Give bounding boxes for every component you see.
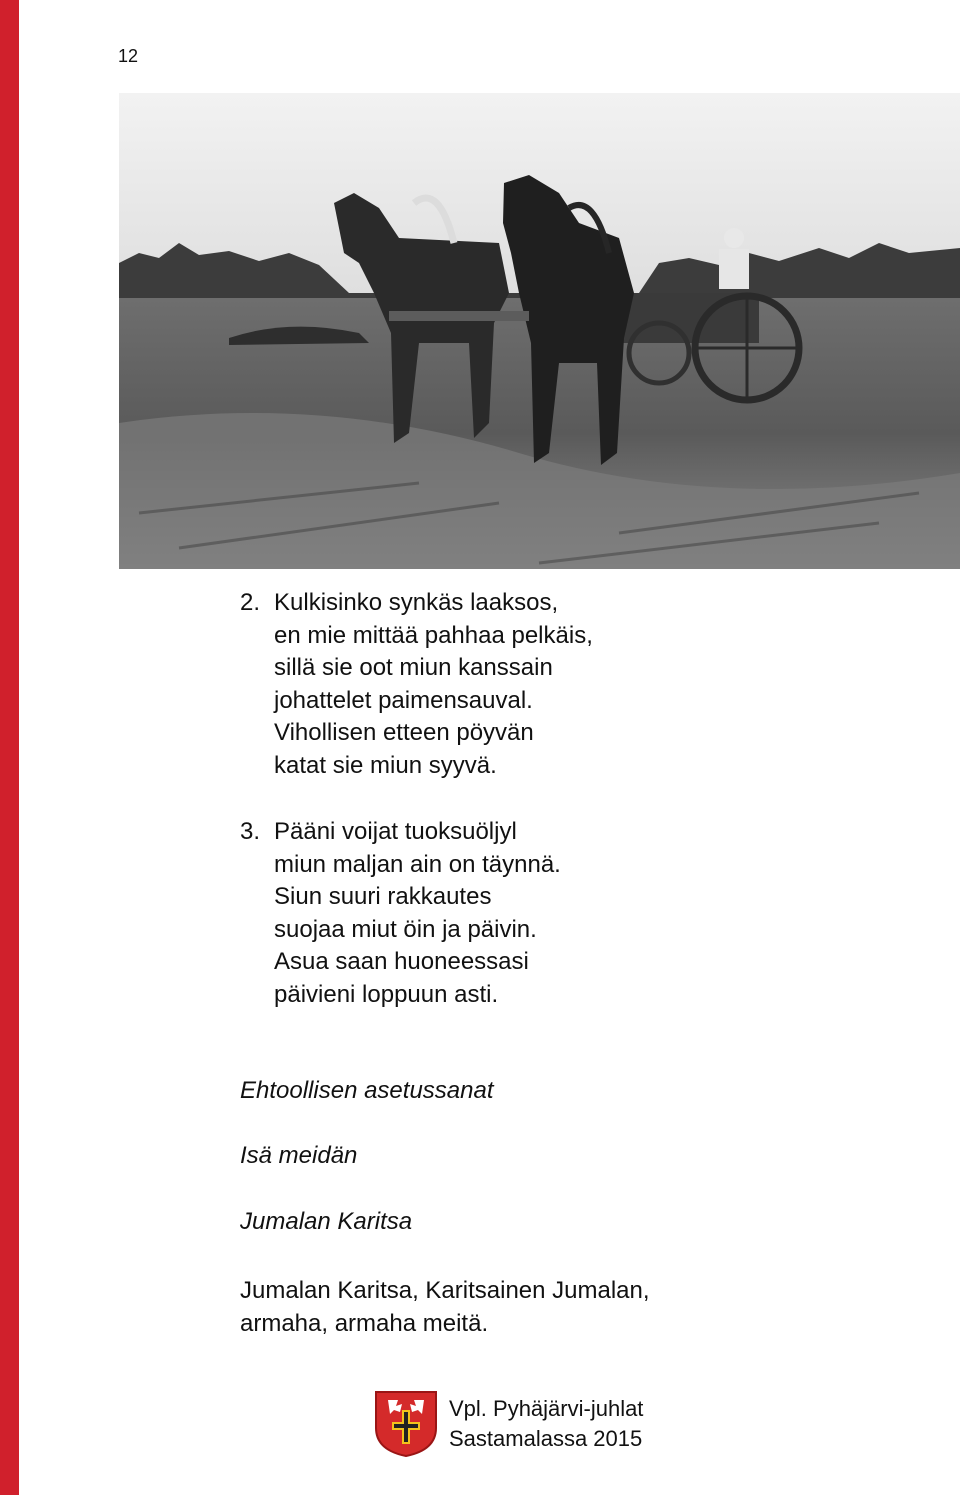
verse-3-line-5: Asua saan huoneessasi <box>274 948 529 976</box>
verse-3-line-6: päivieni loppuun asti. <box>274 980 499 1008</box>
verse-2 <box>240 587 593 783</box>
red-margin-bar <box>0 0 19 1495</box>
horse-wagon-photo <box>119 93 960 569</box>
verse-2-line-1: Kulkisinko synkäs laaksos, <box>274 589 559 616</box>
verse-2-line-4: johattelet paimensauval. <box>274 686 533 714</box>
heading-lords-prayer: Isä meidän <box>240 1142 358 1169</box>
lamb-line-1: Jumalan Karitsa, Karitsainen Jumalan, <box>240 1277 650 1304</box>
verse-2-line-5: Vihollisen etteen pöyvän <box>274 719 534 747</box>
heading-lamb-of-god: Jumalan Karitsa <box>240 1208 413 1235</box>
verse-2-line-6: katat sie miun syyvä. <box>274 751 497 779</box>
verse-3 <box>240 816 561 1012</box>
heading-communion-words: Ehtoollisen asetussanat <box>240 1077 494 1104</box>
verse-3-number: 3. <box>240 818 261 845</box>
verse-3-line-2: miun maljan ain on täynnä. <box>274 850 561 878</box>
verse-2-number: 2. <box>240 589 261 616</box>
verse-2-line-3: sillä sie oot miun kanssain <box>274 654 553 682</box>
lamb-of-god-text <box>240 1275 650 1340</box>
lamb-line-2: armaha, armaha meitä. <box>240 1309 489 1337</box>
verse-3-line-1: Pääni voijat tuoksuöljyl <box>274 818 517 845</box>
verse-3-line-3: Siun suuri rakkautes <box>274 883 492 911</box>
footer-line-2: Sastamalassa 2015 <box>449 1426 643 1451</box>
verse-3-line-4: suojaa miut öin ja päivin. <box>274 915 537 943</box>
coat-of-arms-icon <box>374 1390 438 1458</box>
verse-2-line-2: en mie mittää pahhaa pelkäis, <box>274 621 593 649</box>
footer-line-1: Vpl. Pyhäjärvi-juhlat <box>449 1396 644 1421</box>
page-number: 12 <box>118 46 139 66</box>
footer-event-text <box>449 1394 643 1454</box>
